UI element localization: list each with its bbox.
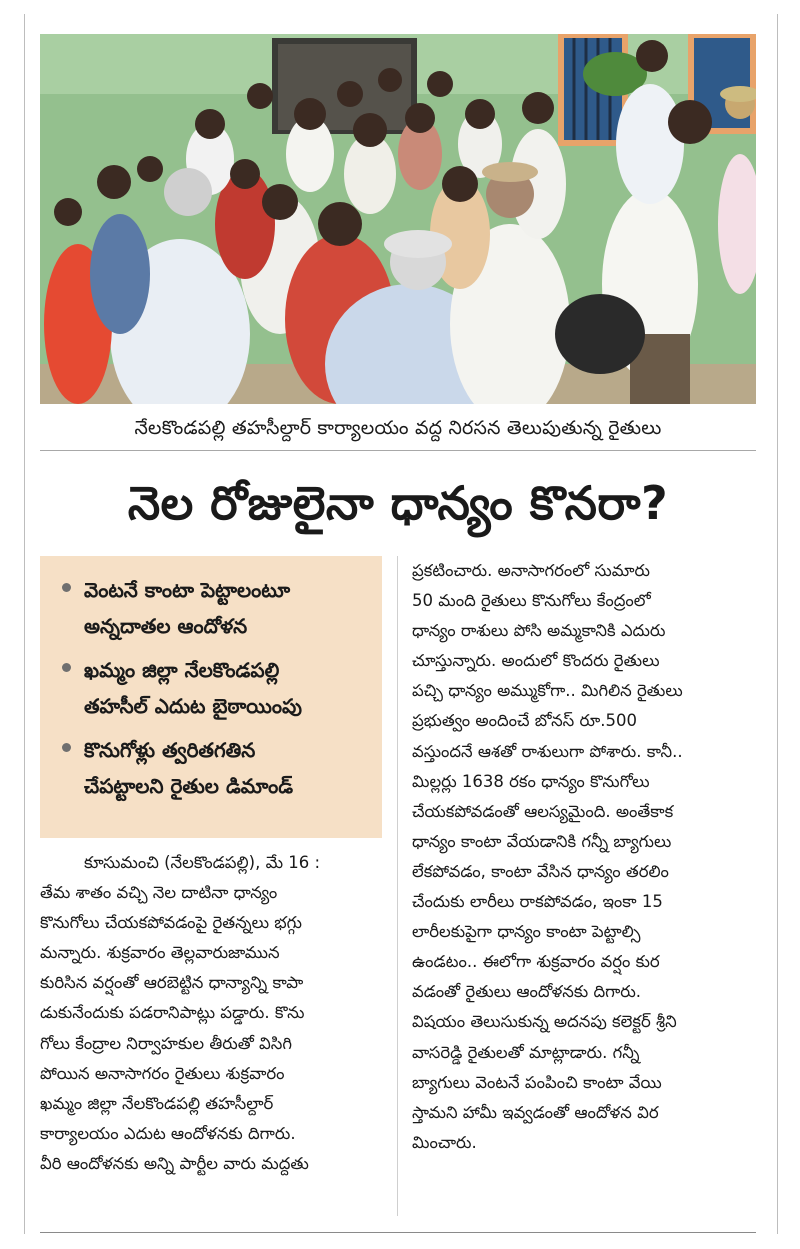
headline: నెల రోజులైనా ధాన్యం కొనరా? — [127, 476, 669, 530]
bullet-icon — [62, 743, 71, 752]
highlight-line: తహసీల్ ఎదుట బైఠాయింపు — [84, 694, 303, 718]
bottom-divider — [40, 1232, 756, 1233]
farmers-protest-photo — [40, 34, 756, 404]
article-line: చేందుకు లారీలు రాకపోవడం, ఇంకా 15 — [412, 892, 663, 912]
article-line: వీరి ఆందోళనకు అన్ని పార్టీల వారు మద్దతు — [40, 1153, 309, 1173]
article-line: పోయిన అనాసాగరం రైతులు శుక్రవారం — [40, 1063, 285, 1083]
article-line: బ్యాగులు వెంటనే పంపించి కాంటా వేయి — [412, 1072, 662, 1092]
highlight-item — [62, 572, 370, 644]
photo-caption: నేలకొండపల్లి తహసీల్దార్ కార్యాలయం వద్ద నిరసన తెలుపుతున్న రైతులు — [134, 417, 662, 439]
article-line: మించారు. — [412, 1132, 477, 1152]
highlight-line: అన్నదాతల ఆందోళన — [84, 614, 248, 638]
article-line: స్తామని హామీ ఇవ్వడంతో ఆందోళన విర — [412, 1102, 659, 1122]
highlight-item — [62, 652, 370, 724]
article-line: గోలు కేంద్రాల నిర్వాహకుల తీరుతో విసిగి — [40, 1033, 292, 1053]
article-line: ఖమ్మం జిల్లా నేలకొండపల్లి తహసీల్దార్ — [40, 1093, 274, 1113]
article-line: ఉండటం.. ఈలోగా శుక్రవారం వర్షం కుర — [412, 952, 660, 972]
article-line: ప్రభుత్వం అందించే బోనస్ రూ.500 — [412, 711, 638, 731]
article-line: డుకునేందుకు పడరానిపాట్లు పడ్డారు. కొను — [40, 1003, 305, 1023]
highlight-line: చేపట్టాలని రైతుల డిమాండ్ — [84, 774, 294, 798]
article-line: ప్రకటించారు. అనాసాగరంలో సుమారు — [412, 561, 651, 580]
article-line: 50 మంది రైతులు కొనుగోలు కేంద్రంలో — [412, 591, 651, 611]
article-line: తేమ శాతం వచ్చి నెల దాటినా ధాన్యం — [40, 883, 278, 903]
highlight-line: వెంటనే కాంటా పెట్టాలంటూ — [84, 578, 291, 602]
highlight-line: ఖమ్మం జిల్లా నేలకొండపల్లి — [84, 658, 280, 682]
article-line: వడంతో రైతులు ఆందోళనకు దిగారు. — [412, 982, 642, 1002]
article-line: మిల్లర్లు 1638 రకం ధాన్యం కొనుగోలు — [412, 771, 650, 791]
highlights-box — [40, 556, 382, 838]
article-line: చేయకపోవడంతో ఆలస్యమైంది. అంతేకాక — [412, 801, 674, 821]
highlight-item — [62, 732, 370, 804]
article-line: కురిసిన వర్షంతో ఆరబెట్టిన ధాన్యాన్ని కాపా — [40, 973, 304, 993]
article-line: వాసరెడ్డి రైతులతో మాట్లాడారు. గన్నీ — [412, 1042, 640, 1062]
article-line: మన్నారు. శుక్రవారం తెల్లవారుజామున — [40, 943, 280, 963]
article-line: లారీలకుపైగా ధాన్యం కాంటా పెట్టాల్సి — [412, 922, 641, 942]
article-line: ధాన్యం కాంటా వేయడానికి గన్నీ బ్యాగులు — [412, 831, 672, 851]
column-divider — [397, 556, 398, 1216]
article-line: లేకపోవడం, కాంటా వేసిన ధాన్యం తరలిం — [412, 861, 669, 881]
caption-divider — [40, 450, 756, 451]
highlight-line: కొనుగోళ్లు త్వరితగతిన — [84, 738, 256, 762]
bullet-icon — [62, 583, 71, 592]
article-line: ధాన్యం రాశులు పోసి అమ్మకానికి ఎదురు — [412, 621, 666, 641]
article-line: పచ్చి ధాన్యం అమ్ముకోగా.. మిగిలిన రైతులు — [412, 681, 683, 701]
article-line: కొనుగోలు చేయకపోవడంపై రైతన్నలు భగ్గు — [40, 913, 302, 933]
bullet-icon — [62, 663, 71, 672]
article-line: చూస్తున్నారు. అందులో కొందరు రైతులు — [412, 651, 660, 671]
article-line: వస్తుందనే ఆశతో రాశులుగా పోశారు. కానీ.. — [412, 741, 683, 761]
article-column-left — [40, 848, 382, 1179]
highlights-list — [40, 556, 382, 804]
news-photo — [40, 34, 756, 404]
article-line: కార్యాలయం ఎదుట ఆందోళనకు దిగారు. — [40, 1123, 296, 1143]
article-column-right — [412, 556, 756, 1158]
article-line: కూసుమంచి (నేలకొండపల్లి), మే 16 : — [84, 853, 321, 872]
article-line: విషయం తెలుసుకున్న అదనపు కలెక్టర్ శ్రీని — [412, 1012, 677, 1032]
